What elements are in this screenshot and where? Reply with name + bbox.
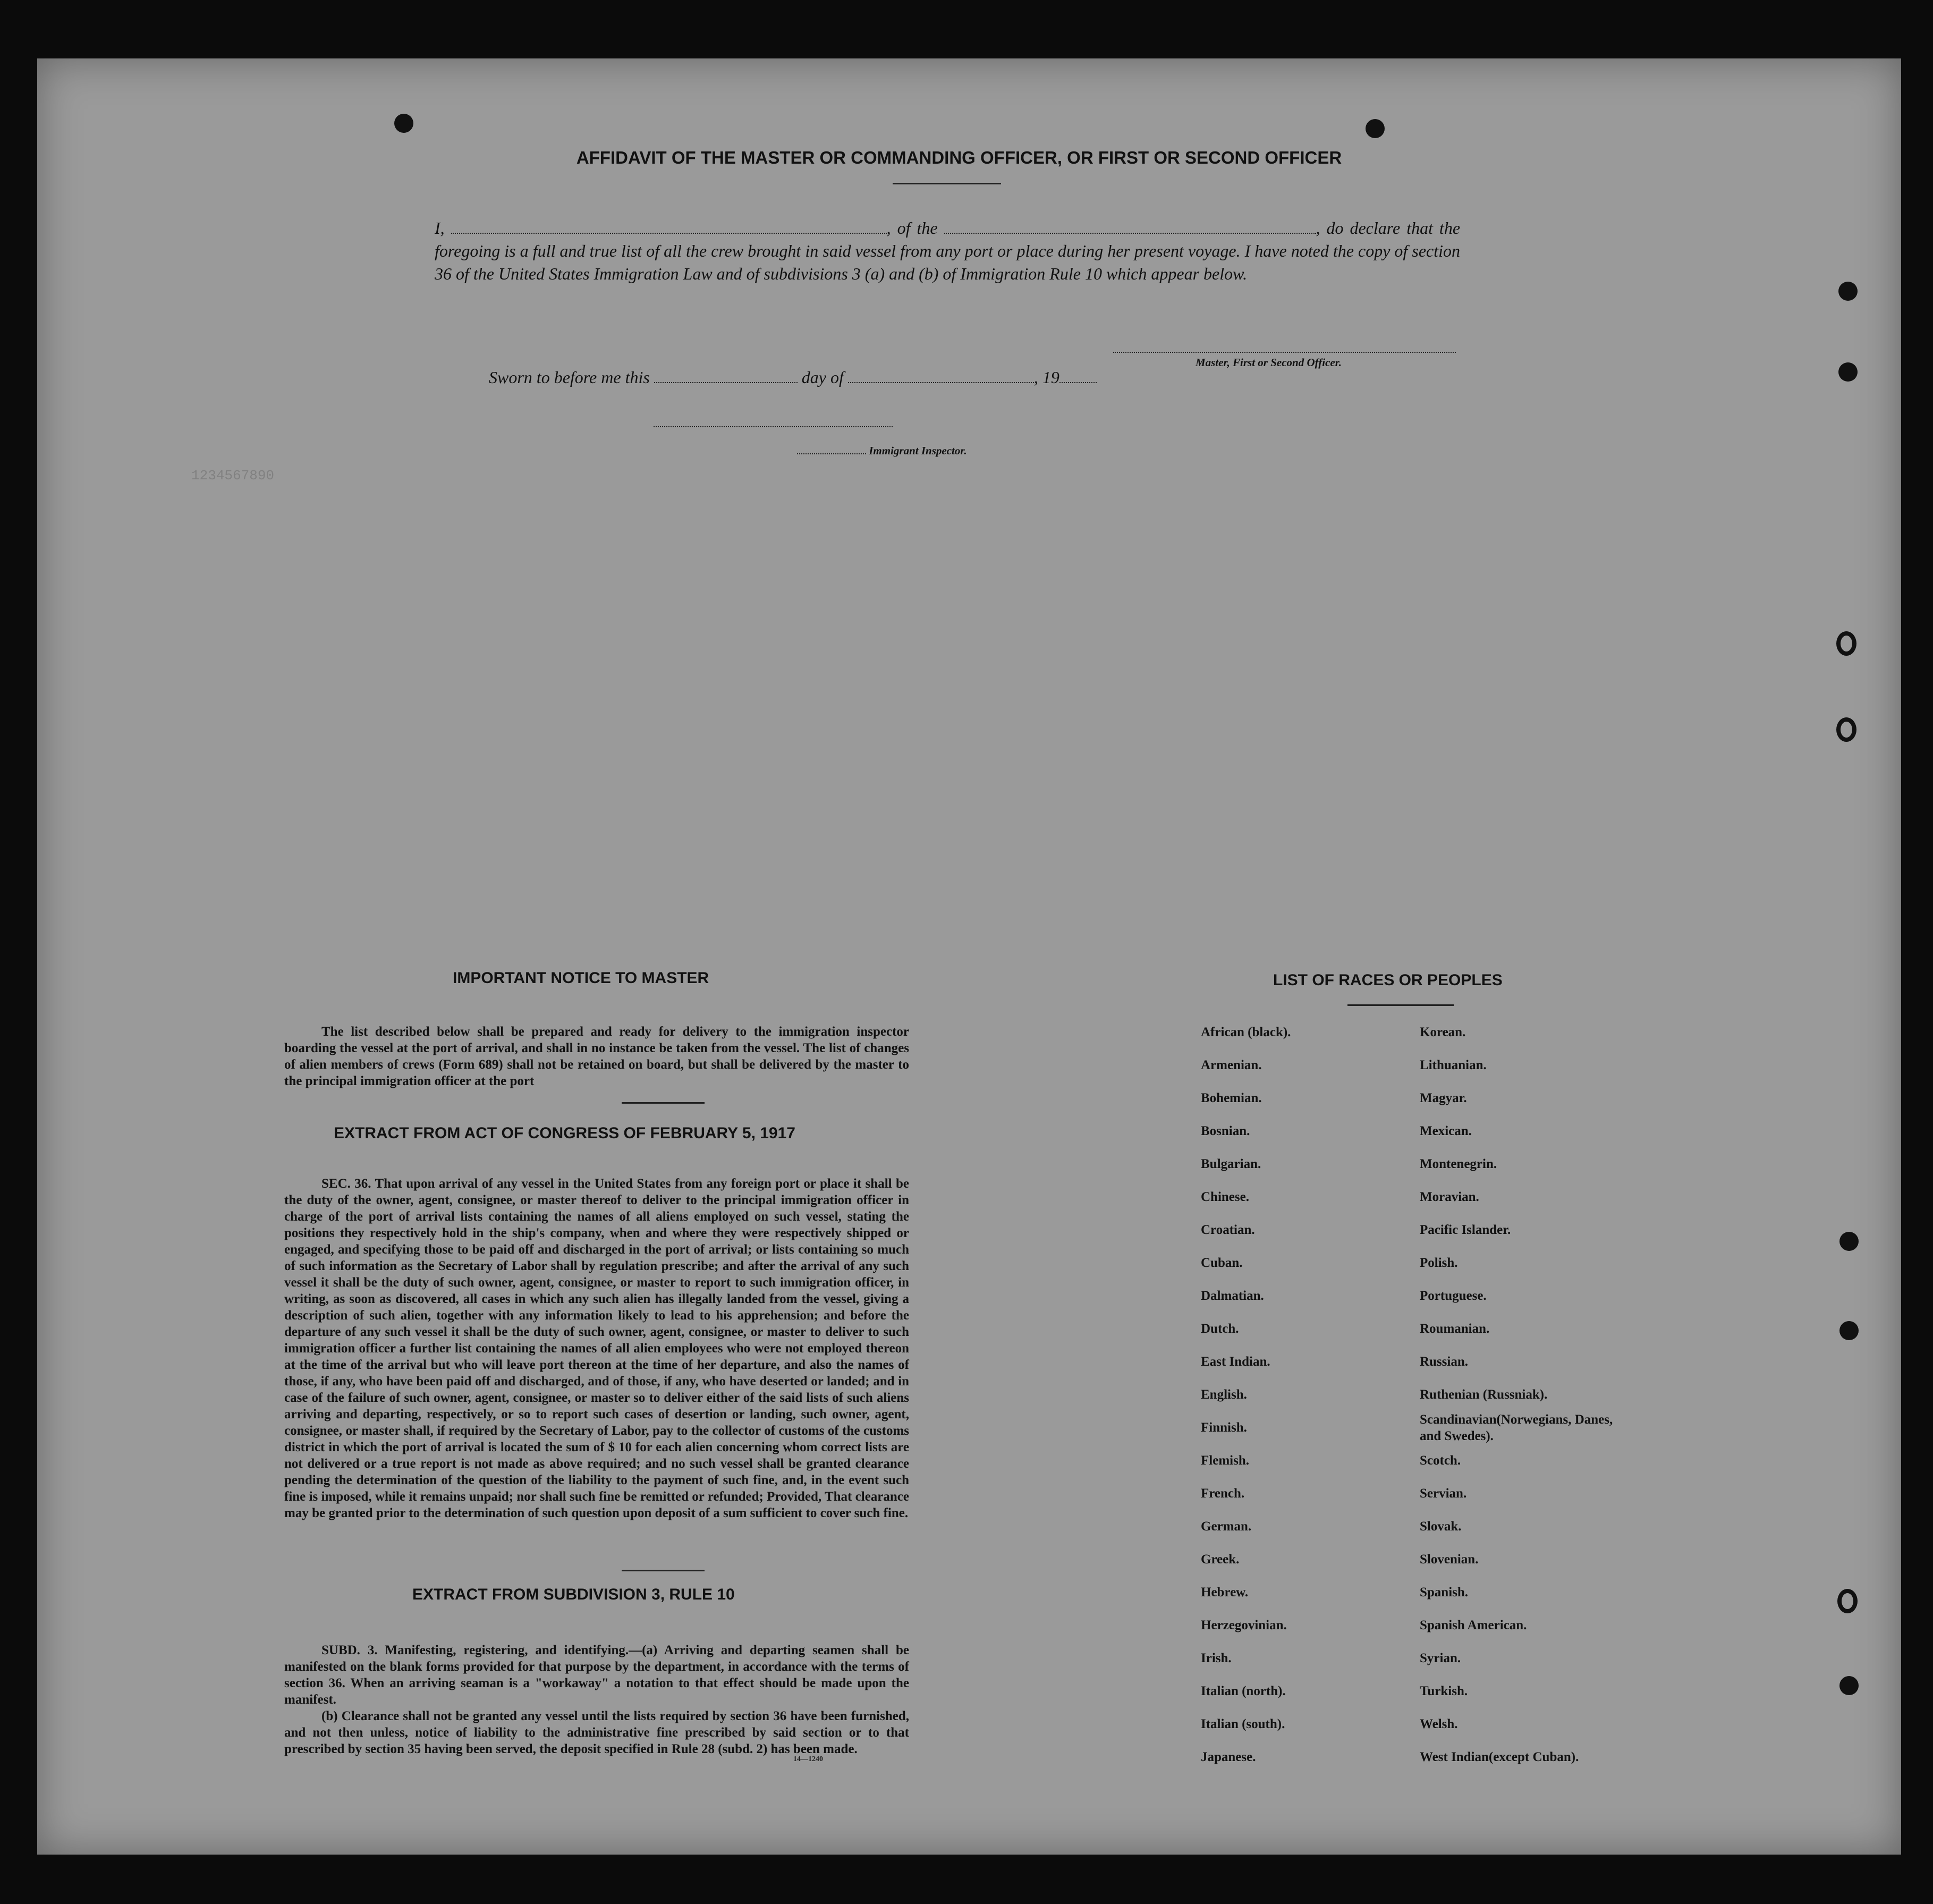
affidavit-title: AFFIDAVIT OF THE MASTER OR COMMANDING OFFICER, OR FIRST OR SECOND OFFICER [576,148,1342,167]
race-item: Chinese. [1201,1190,1249,1204]
race-item: Servian. [1420,1486,1467,1501]
month-field[interactable] [848,368,1034,383]
race-item: Scotch. [1420,1453,1461,1468]
punch-hole [1839,1232,1859,1251]
race-item: Pacific Islander. [1420,1223,1511,1237]
race-item: Portuguese. [1420,1289,1487,1303]
vessel-field[interactable] [944,219,1316,234]
punch-hole [1838,282,1858,301]
race-item: Cuban. [1201,1256,1243,1270]
race-item: Italian (south). [1201,1717,1285,1731]
races-rule [1347,1004,1454,1006]
race-item: Slovak. [1420,1519,1462,1534]
title-rule [893,183,1001,184]
race-item: Dalmatian. [1201,1289,1264,1303]
race-item: Moravian. [1420,1190,1479,1204]
notice-heading: IMPORTANT NOTICE TO MASTER [453,969,709,987]
year-prefix: , 19 [1033,368,1059,387]
of-the-label: , of the [886,218,938,238]
extract-act-heading: EXTRACT FROM ACT OF CONGRESS OF FEBRUARY 5, 1917 [334,1124,795,1142]
punch-hole [1836,631,1856,656]
race-item: Armenian. [1201,1058,1262,1072]
race-item: Italian (north). [1201,1684,1286,1698]
punch-hole [394,114,413,133]
race-item: Polish. [1420,1256,1458,1270]
race-item: Bosnian. [1201,1124,1250,1138]
sworn-line [489,368,1097,387]
do-declare-label: , do declare [1316,218,1401,238]
day-of-label: day of [801,368,844,387]
declaration-body: that the foregoing is a full and true list of all the crew brought in said vessel from any port or place during her present voyage. I have noted the copy of section 36 of the United States Immigration Law and of subdivisions 3 (a) and (b) of Immigration Rule 10 which appear below. [435,218,1461,283]
form-number: 14—1240 [793,1755,823,1763]
race-item: Bulgarian. [1201,1157,1261,1171]
punch-hole [1837,1589,1858,1613]
race-item: Turkish. [1420,1684,1468,1698]
race-item: Herzegovinian. [1201,1618,1287,1632]
extract-act-text: SEC. 36. That upon arrival of any vessel in the United States from any foreign port or place it shall be the duty of the owner, agent, consignee, or master thereof to deliver to the principal immigration officer in charge of the port of arrival lists containing the names of all aliens employed on such vessel, stating the positions they respectively hold in the ship's company, when and where they were respectively shipped or engaged, and specifying those to be paid off and discharged in the port of arrival; or lists containing so much of such information as the Secretary of Labor shall by regulation prescribe; and after the arrival of any such vessel it shall be the duty of such owner, agent, consignee, or master to report to such immigration officer, in writing, as soon as discovered, all cases in which any such alien has illegally landed from the vessel, giving a description of such alien, together with any information likely to lead to his apprehension; and before the departure of any such vessel it shall be the duty of such owner, agent, consignee, or master to deliver to such immigration officer a further list containing the names of all alien employees who were not employed thereon at the time of the arrival but who will leave port thereon at the time of her departure, and also the names of those, if any, who have been paid off and discharged, and of those, if any, who have deserted or landed; and in case of the failure of such owner, agent, consignee, or master so to deliver either of the said lists of such aliens arriving and departing, respectively, or so to report such cases of desertion or landing, such owner, agent, consignee, or master shall, if required by the Secretary of Labor, pay to the collector of customs of the customs district in which the port of arrival is located the sum of $ 10 for each alien concerning whom correct lists are not delivered or a true report is not made as above required; and no such vessel shall be granted clearance pending the determination of the question of the liability to the payment of such fine, and, in the event such fine is imposed, while it remains unpaid; nor shall such fine be remitted or refunded; Provided, That clearance may be granted prior to the determination of such question upon deposit of a sum sufficient to cover such fine. [284,1177,909,1520]
punch-hole [1839,1676,1859,1695]
declaration-paragraph [435,217,1460,285]
race-item: Spanish American. [1420,1618,1527,1632]
master-label: Master, First or Second Officer. [1196,356,1342,369]
race-item: West Indian(except Cuban). [1420,1750,1579,1764]
inspector-label [797,444,967,458]
race-item: French. [1201,1486,1245,1501]
race-item: Bohemian. [1201,1091,1262,1105]
punch-hole [1838,362,1858,382]
race-item: Mexican. [1420,1124,1472,1138]
extract-rule-text [284,1642,909,1757]
punch-hole [1366,119,1385,138]
race-item: Dutch. [1201,1322,1239,1336]
race-item: Roumanian. [1420,1322,1490,1336]
race-item: Magyar. [1420,1091,1467,1105]
punch-hole [1836,717,1856,742]
race-item: Irish. [1201,1651,1232,1665]
notice-text: The list described below shall be prepared and ready for delivery to the immigration inspector boarding the vessel at the port of arrival, and shall in no instance be taken from the vessel. The list of changes of alien members of crews (Form 689) shall not be retained on board, but shall be delivered by the master to the principal immigration officer at the port [284,1025,909,1088]
race-item: Greek. [1201,1552,1240,1567]
extract-act-rule [622,1570,705,1571]
race-item: East Indian. [1201,1355,1270,1369]
rule-para-b: (b) Clearance shall not be granted any vessel until the lists required by section 36 have been furnished, and not then unless, notice of liability to the administrative fine prescribed by said section or to that prescribed by section 35 having been served, the deposit specified in Rule 28 (subd. 2) has been made. [284,1709,909,1756]
rule-para-a: SUBD. 3. Manifesting, registering, and identifying.—(a) Arriving and departing seamen shall be manifested on the blank forms provided for that purpose by the department, in accordance with the terms of section 36. When an arriving seaman is a "workaway" a notation to that effect should be made upon the manifest. [284,1643,909,1707]
race-item: Montenegrin. [1420,1157,1497,1171]
race-item: Croatian. [1201,1223,1255,1237]
race-item: Scandinavian(Norwegians, Danes, and Swedes). [1420,1412,1613,1443]
punch-hole [1839,1321,1859,1340]
year-field[interactable] [1059,368,1097,383]
race-item: English. [1201,1387,1247,1402]
i-label: I, [435,218,445,238]
race-item: Hebrew. [1201,1585,1249,1600]
race-item: Spanish. [1420,1585,1469,1600]
inspector-signature-line [654,425,893,427]
inspector-label-text: Immigrant Inspector. [869,444,967,457]
race-item: Finnish. [1201,1420,1247,1435]
sworn-prefix: Sworn to before me this [489,368,650,387]
extract-rule-heading: EXTRACT FROM SUBDIVISION 3, RULE 10 [412,1586,735,1603]
race-item: Ruthenian (Russniak). [1420,1387,1548,1402]
name-field[interactable] [451,219,887,234]
races-column-1 [1201,1016,1403,1774]
race-item: Japanese. [1201,1750,1256,1764]
race-item: African (black). [1201,1025,1291,1039]
race-item: Russian. [1420,1355,1469,1369]
day-field[interactable] [654,368,798,383]
bleed-through-text: 1234567890 [191,468,275,484]
races-heading: LIST OF RACES OR PEOPLES [1273,971,1503,989]
notice-rule [622,1102,705,1104]
race-item: Korean. [1420,1025,1466,1039]
race-item: Lithuanian. [1420,1058,1487,1072]
race-item: Flemish. [1201,1453,1249,1468]
master-signature-line [1113,351,1456,353]
race-item: Syrian. [1420,1651,1461,1665]
race-item: Welsh. [1420,1717,1458,1731]
race-item: Slovenian. [1420,1552,1479,1567]
race-item: German. [1201,1519,1252,1534]
races-column-2 [1420,1016,1632,1774]
